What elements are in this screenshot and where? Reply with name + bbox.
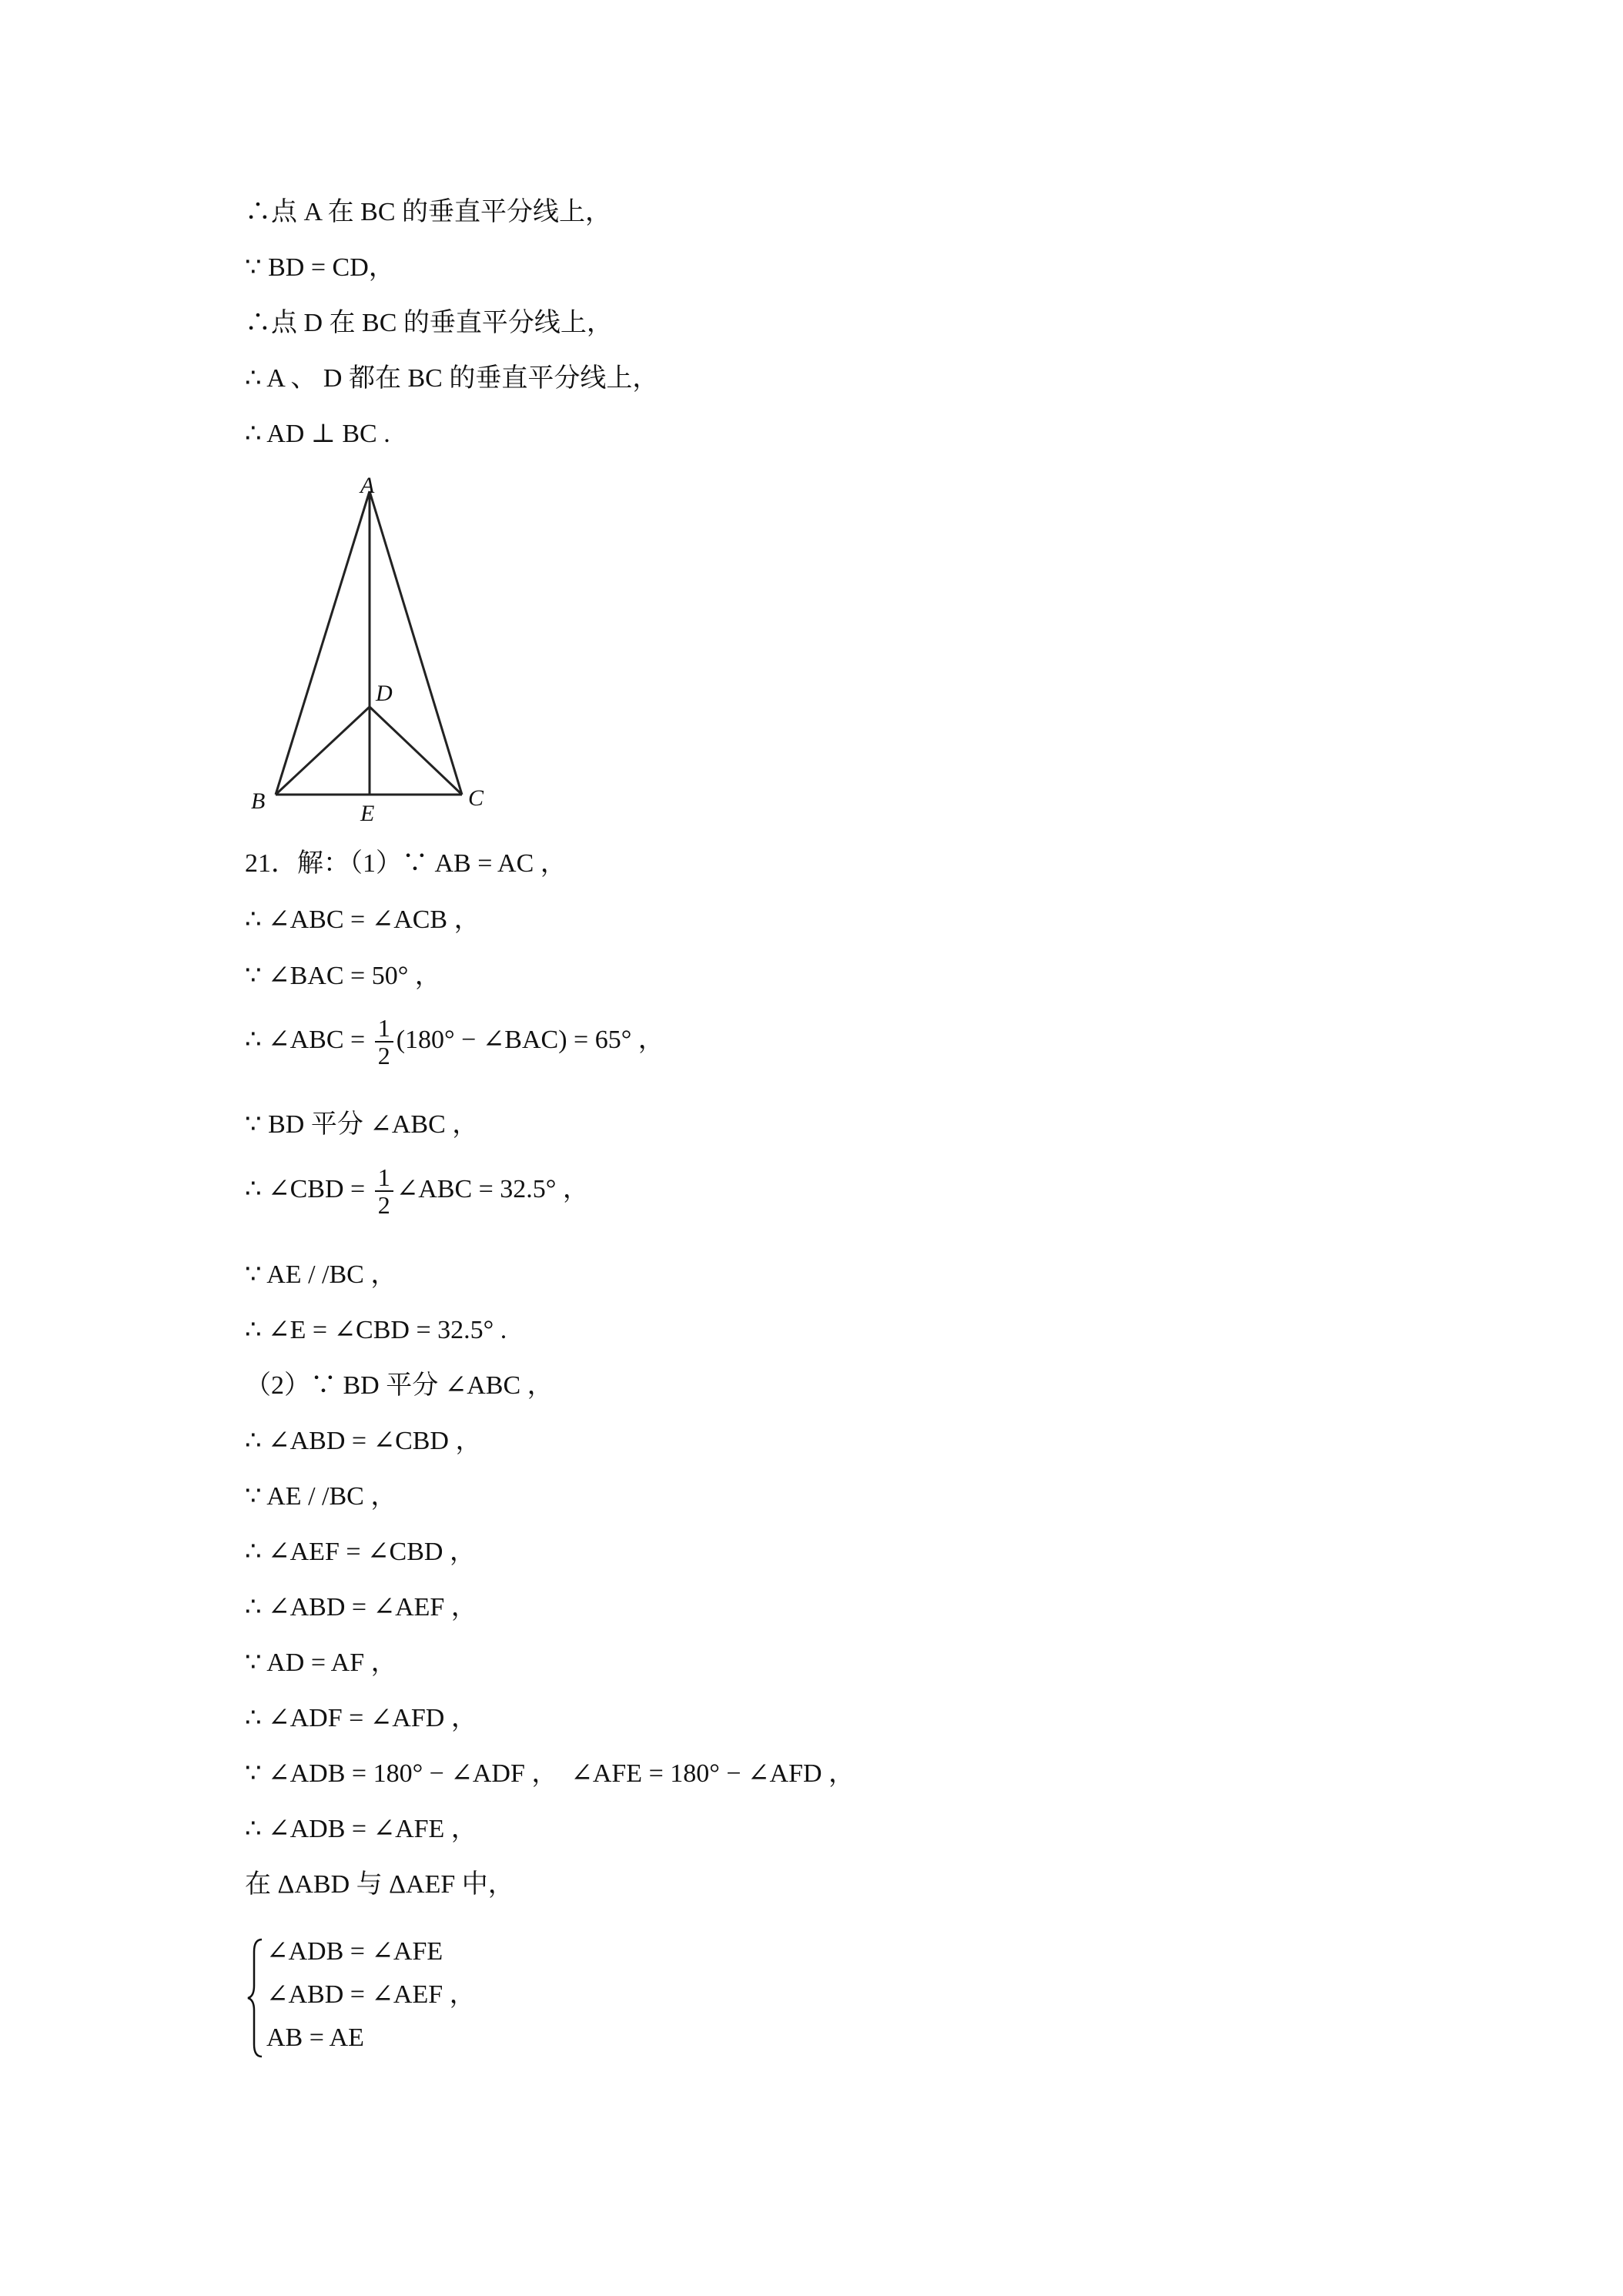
solution-line-4: ∴ ∠ABC = $\frac{1}{2}$ (180° − ∠BAC) = 65° ， — [245, 1014, 664, 1069]
segment-ac — [370, 491, 462, 795]
solution-line-5: ∵ BD 平分 ∠ABC ， — [245, 1110, 479, 1139]
solution-line-9: （2）∵ BD 平分 ∠ABC ， — [245, 1371, 554, 1400]
label-c: C — [468, 785, 484, 811]
proof-line-4: ∴ A 、 D 都在 BC 的垂直平分线上， — [245, 364, 659, 393]
solution-line-14: ∵ AD = AF ， — [245, 1648, 397, 1677]
solution-line-10: ∴ ∠ABD = ∠CBD ， — [245, 1427, 482, 1455]
solution-line-13: ∴ ∠ABD = ∠AEF ， — [245, 1593, 477, 1622]
system-line-3: AB = AE — [266, 2023, 364, 2052]
solution-line-16: ∵ ∠ADB = 180° − ∠ADF ， ∠AFE = 180° − ∠AFD ， — [245, 1759, 855, 1788]
solution-line-7: ∵ AE / /BC ， — [245, 1260, 397, 1289]
fraction-half: $\frac{1}{2}$ — [375, 1015, 393, 1069]
solution-line-8: ∴ ∠E = ∠CBD = 32.5° . — [245, 1316, 507, 1344]
proof-line-5: ∴ AD ⊥ BC . — [245, 420, 390, 448]
label-a: A — [360, 476, 375, 498]
label-b: B — [251, 788, 266, 814]
solution-line-11: ∵ AE / /BC ， — [245, 1482, 397, 1511]
solution-line-18: 在 ΔABD 与 ΔAEF 中， — [245, 1870, 514, 1899]
segment-ab — [276, 491, 370, 795]
proof-line-1: ∴点 A 在 BC 的垂直平分线上， — [245, 198, 612, 226]
solution-line-6: ∴ ∠CBD = $\frac{1}{2}$ ∠ABC = 32.5° ， — [245, 1163, 589, 1219]
system-line-2: ∠ABD = ∠AEF ， — [266, 1980, 476, 2009]
solution-line-3: ∵ ∠BAC = 50° ， — [245, 962, 441, 990]
left-brace-icon — [245, 1936, 266, 2060]
label-e: E — [360, 801, 375, 826]
fraction-half: $\frac{1}{2}$ — [375, 1164, 393, 1218]
label-d: D — [376, 681, 393, 706]
solution-line-2: ∴ ∠ABC = ∠ACB ， — [245, 905, 480, 934]
proof-line-3: ∴点 D 在 BC 的垂直平分线上， — [245, 309, 613, 337]
proof-line-2: ∵ BD = CD， — [245, 253, 395, 282]
triangle-figure — [245, 476, 507, 830]
solution-line-17: ∴ ∠ADB = ∠AFE ， — [245, 1815, 477, 1843]
system-line-1: ∠ADB = ∠AFE — [266, 1937, 443, 1966]
solution-line-15: ∴ ∠ADF = ∠AFD ， — [245, 1704, 477, 1732]
solution-line-12: ∴ ∠AEF = ∠CBD ， — [245, 1538, 476, 1566]
solution-line-1: 21．解：（1）∵ AB = AC ， — [245, 849, 567, 878]
